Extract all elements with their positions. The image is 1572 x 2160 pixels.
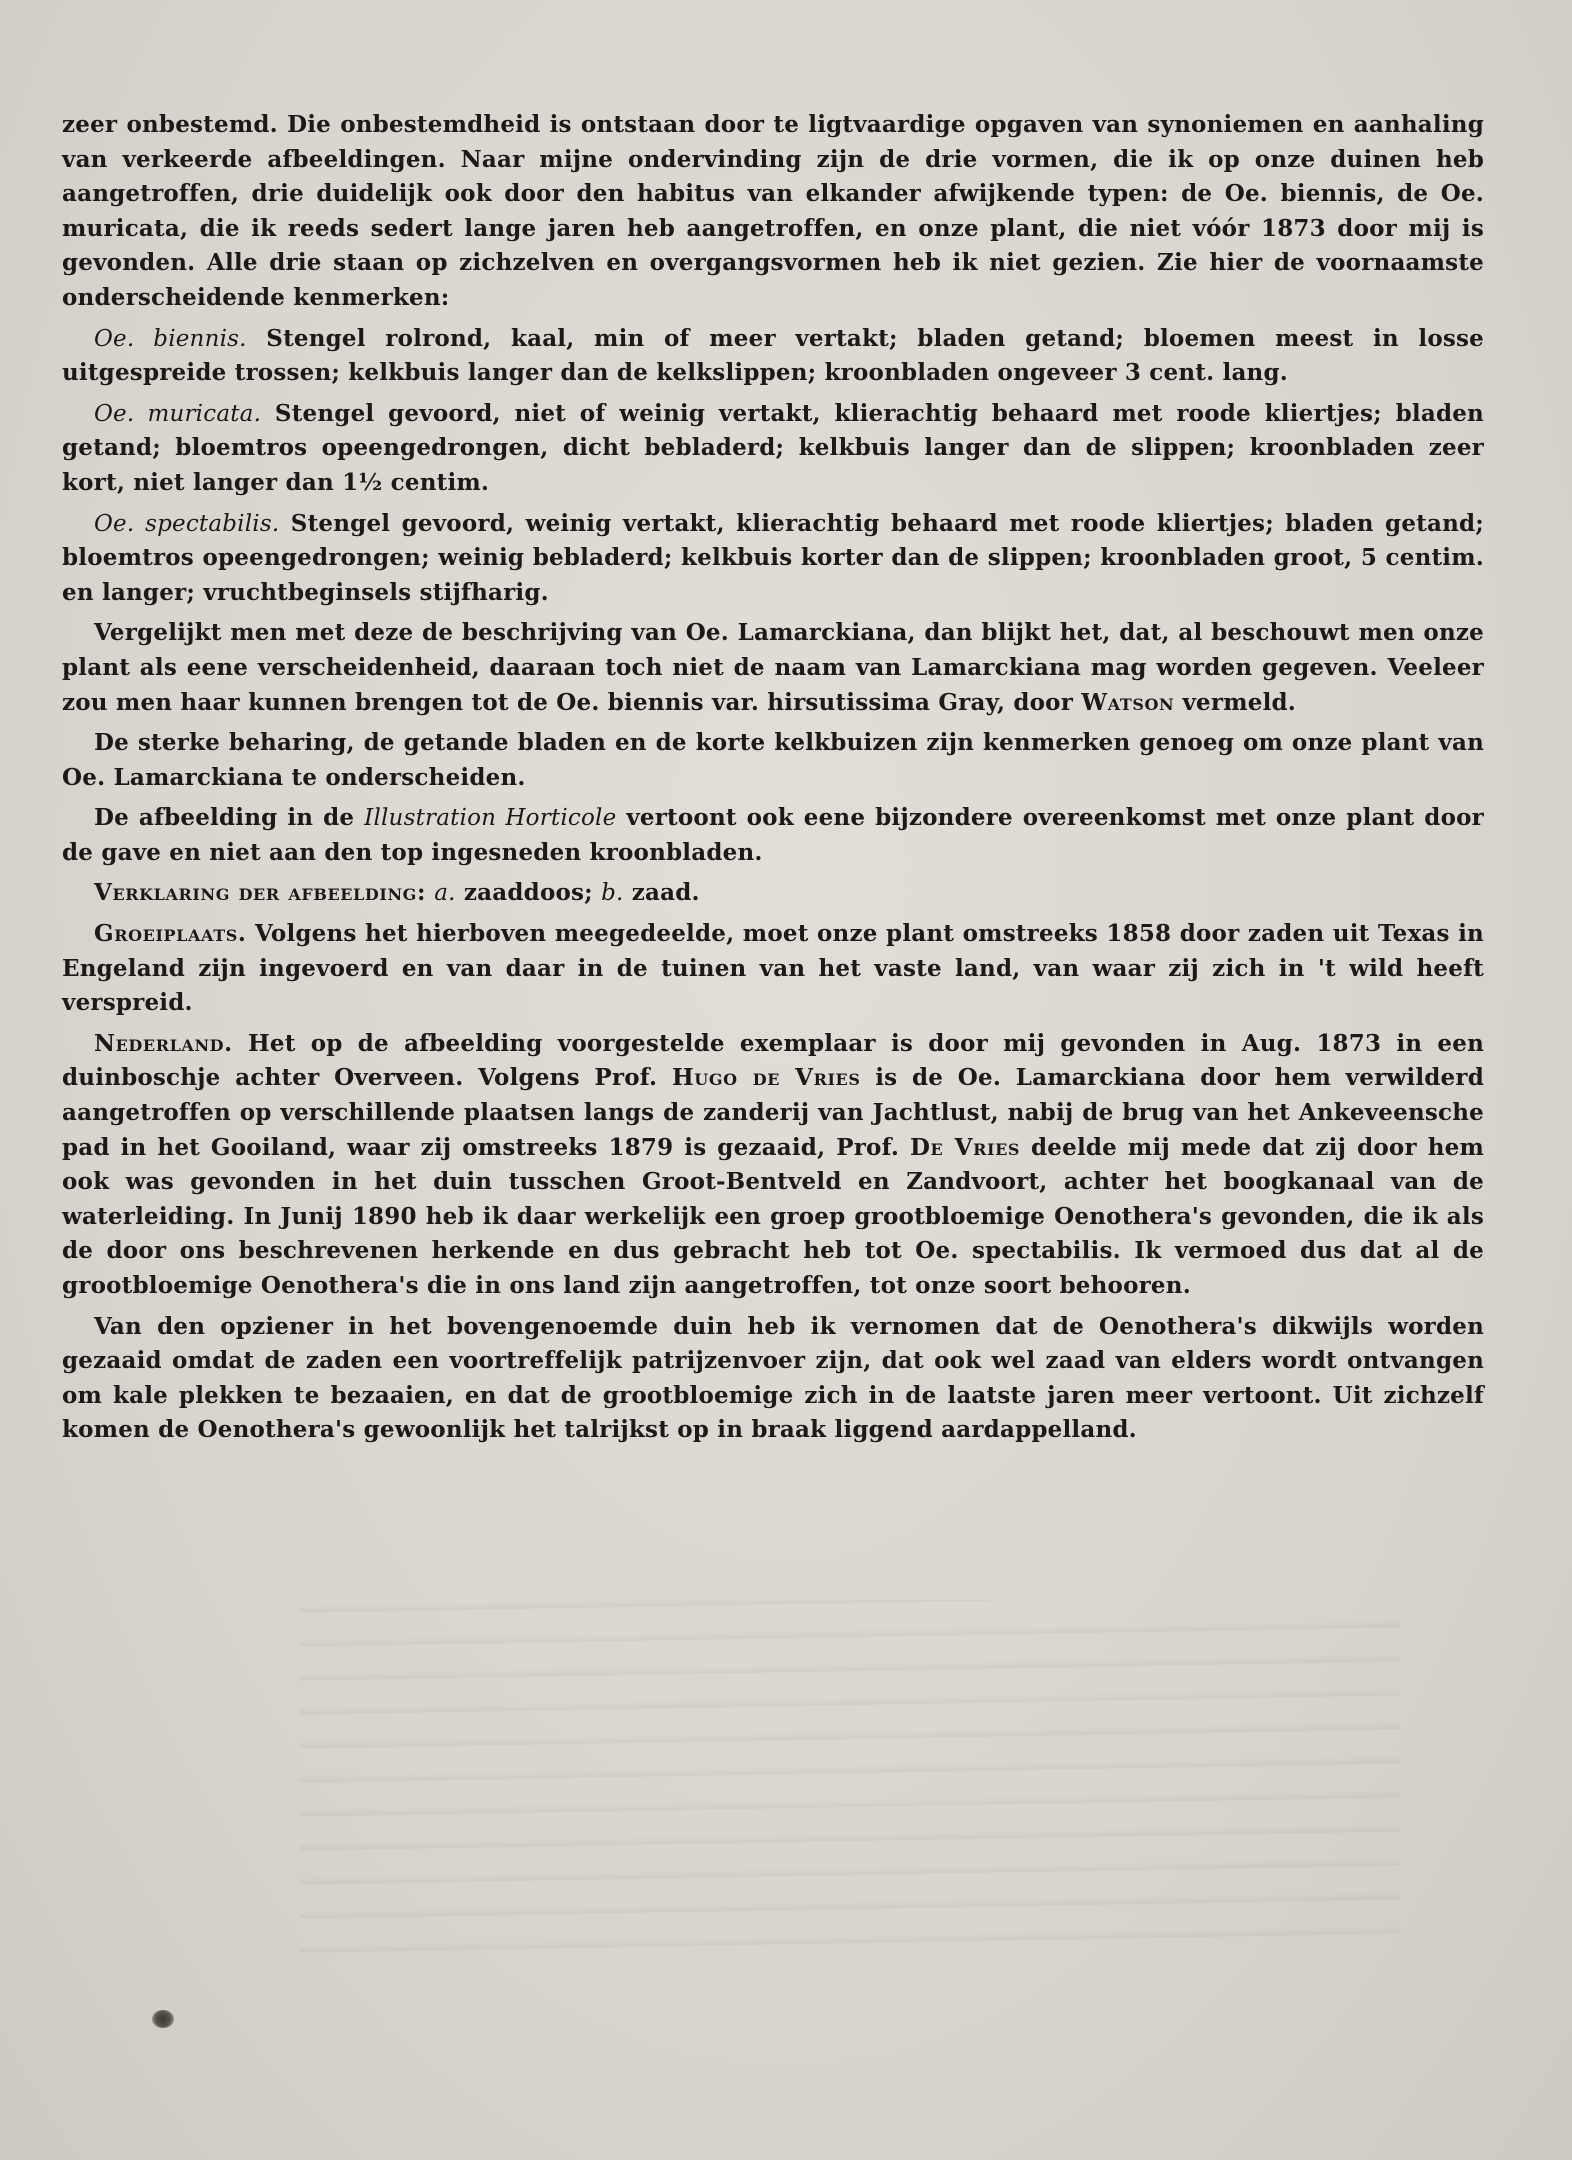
verklaring-b-key: b. — [601, 880, 624, 907]
illustration-title: Illustration Horticole — [364, 805, 617, 832]
intro-text: zeer onbestemd. Die onbestemdheid is ontstaan door te ligtvaardige opgaven van synoniemen en aanhaling van verkeerde afbeeldingen. Naar mijne ondervinding zijn de drie vormen, die ik op onze duinen heb aangetroffen, drie duidelijk ook door den habitus van elkander afwijkende typen: de Oe. biennis, de Oe. muricata, die ik reeds sedert lange jaren heb aangetroffen, en onze plant, die niet vóór 1873 door mij is gevonden. Alle drie staan op zichzelven en overgangsvormen heb ik niet gezien. Zie hier de voornaamste onderscheidende kenmerken: — [62, 111, 1484, 311]
author-de-vries: De Vries — [910, 1133, 1021, 1161]
paragraph-nederland — [62, 1027, 1484, 1304]
biennis-description: Stengel rolrond, kaal, min of meer vertakt; bladen getand; bloemen meest in losse uitgespreide trossen; kelkbuis langer dan de kelkslippen; kroonbladen ongeveer 3 cent. lang. — [62, 324, 1484, 387]
species-name-muricata: Oe. muricata. — [94, 400, 262, 427]
paragraph-groeiplaats — [62, 917, 1484, 1021]
paragraph-verklaring — [62, 876, 1484, 911]
paragraph-illustration — [62, 801, 1484, 870]
opziener-text: Van den opziener in het bovengenoemde duin heb ik vernomen dat de Oenothera's dikwijls worden gezaaid omdat de zaden een voortreffelijk patrijzenvoer zijn, dat ook wel zaad van elders wordt ontvangen om kale plekken te bezaaien, en dat de grootbloemige zich in de laatste jaren meer vertoont. Uit zichzelf komen de Oenothera's gewoonlijk het talrijkst op in braak liggend aardappelland. — [62, 1312, 1484, 1444]
illustration-text-a: De afbeelding in de — [94, 804, 355, 832]
paragraph-beharing — [62, 726, 1484, 795]
groeiplaats-label: Groeiplaats. — [94, 920, 247, 948]
comparison-text-b: vermeld. — [1182, 688, 1296, 716]
ink-spot — [152, 2010, 174, 2028]
paragraph-muricata — [62, 397, 1484, 501]
body-text — [62, 108, 1484, 1454]
paragraph-intro — [62, 108, 1484, 316]
beharing-text: De sterke beharing, de getande bladen en de korte kelkbuizen zijn kenmerken genoeg om onze plant van Oe. Lamarckiana te onderscheiden. — [62, 729, 1484, 791]
verklaring-label: Verklaring der afbeelding: — [94, 879, 427, 907]
nederland-label: Nederland. — [94, 1029, 233, 1057]
verklaring-a-text: zaaddoos; — [463, 879, 593, 907]
comparison-text-a: Vergelijkt men met deze de beschrijving van Oe. Lamarckiana, dan blijkt het, dat, al beschouwt men onze plant als eene verscheidenheid, daaraan toch niet de naam van Lamarckiana mag worden gegeven. Veeleer zou men haar kunnen brengen tot de Oe. biennis var. hirsutissima Gray, door — [62, 619, 1484, 716]
groeiplaats-text: Volgens het hierboven meegedeelde, moet onze plant omstreeks 1858 door zaden uit Texas in Engeland zijn ingevoerd en van daar in de tuinen van het vaste land, van waar zij zich in 't wild heeft verspreid. — [62, 920, 1484, 1017]
spectabilis-description: Stengel gevoord, weinig vertakt, klierachtig behaard met roode kliertjes; bladen getand; bloemtros opeengedrongen; weinig bebladerd; kelkbuis korter dan de slippen; kroonbladen groot, 5 centim. en langer; vruchtbeginsels stijfharig. — [62, 509, 1484, 606]
species-name-biennis: Oe. biennis. — [94, 325, 247, 352]
species-name-spectabilis: Oe. spectabilis. — [94, 510, 280, 537]
paragraph-spectabilis — [62, 507, 1484, 611]
muricata-description: Stengel gevoord, niet of weinig vertakt, klierachtig behaard met roode kliertjes; bladen getand; bloemtros opeengedrongen, dicht bebladerd; kelkbuis langer dan de slippen; kroonbladen zeer kort, niet langer dan 1½ centim. — [62, 399, 1484, 496]
verklaring-b-text: zaad. — [631, 879, 700, 907]
author-hugo-de-vries: Hugo de Vries — [671, 1064, 861, 1092]
verklaring-a-key: a. — [434, 880, 456, 907]
paragraph-biennis — [62, 322, 1484, 391]
author-watson: Watson — [1081, 688, 1175, 716]
bleed-through-text — [300, 1600, 1400, 1960]
nederland-text-c: deelde mij mede dat zij door hem ook was gevonden in het duin tusschen Groot-Bentveld en Zandvoort, achter het boogkanaal van de waterleiding. In Junij 1890 heb ik daar werkelijk een groep grootbloemige Oenothera's gevonden, die ik als de door ons beschrevenen herkende en dus gebracht heb tot Oe. spectabilis. Ik vermoed dus dat al de grootbloemige Oenothera's die in ons land zijn aangetroffen, tot onze soort behooren. — [62, 1133, 1484, 1299]
paragraph-opziener — [62, 1310, 1484, 1448]
illustration-text-b: vertoont ook eene bijzondere overeenkomst met onze plant door de gave en niet aan den top ingesneden kroonbladen. — [62, 804, 1484, 866]
nederland-text-a: Het op de afbeelding voorgestelde exemplaar is door mij gevonden in Aug. 1873 in een duinboschje achter Overveen. Volgens Prof. — [62, 1029, 1484, 1092]
nederland-text-b: is de Oe. Lamarckiana door hem verwilderd aangetroffen op verschillende plaatsen langs de zanderij van Jachtlust, nabij de brug van het Ankeveensche pad in het Gooiland, waar zij omstreeks 1879 is gezaaid, Prof. — [62, 1064, 1484, 1161]
paragraph-comparison — [62, 616, 1484, 720]
